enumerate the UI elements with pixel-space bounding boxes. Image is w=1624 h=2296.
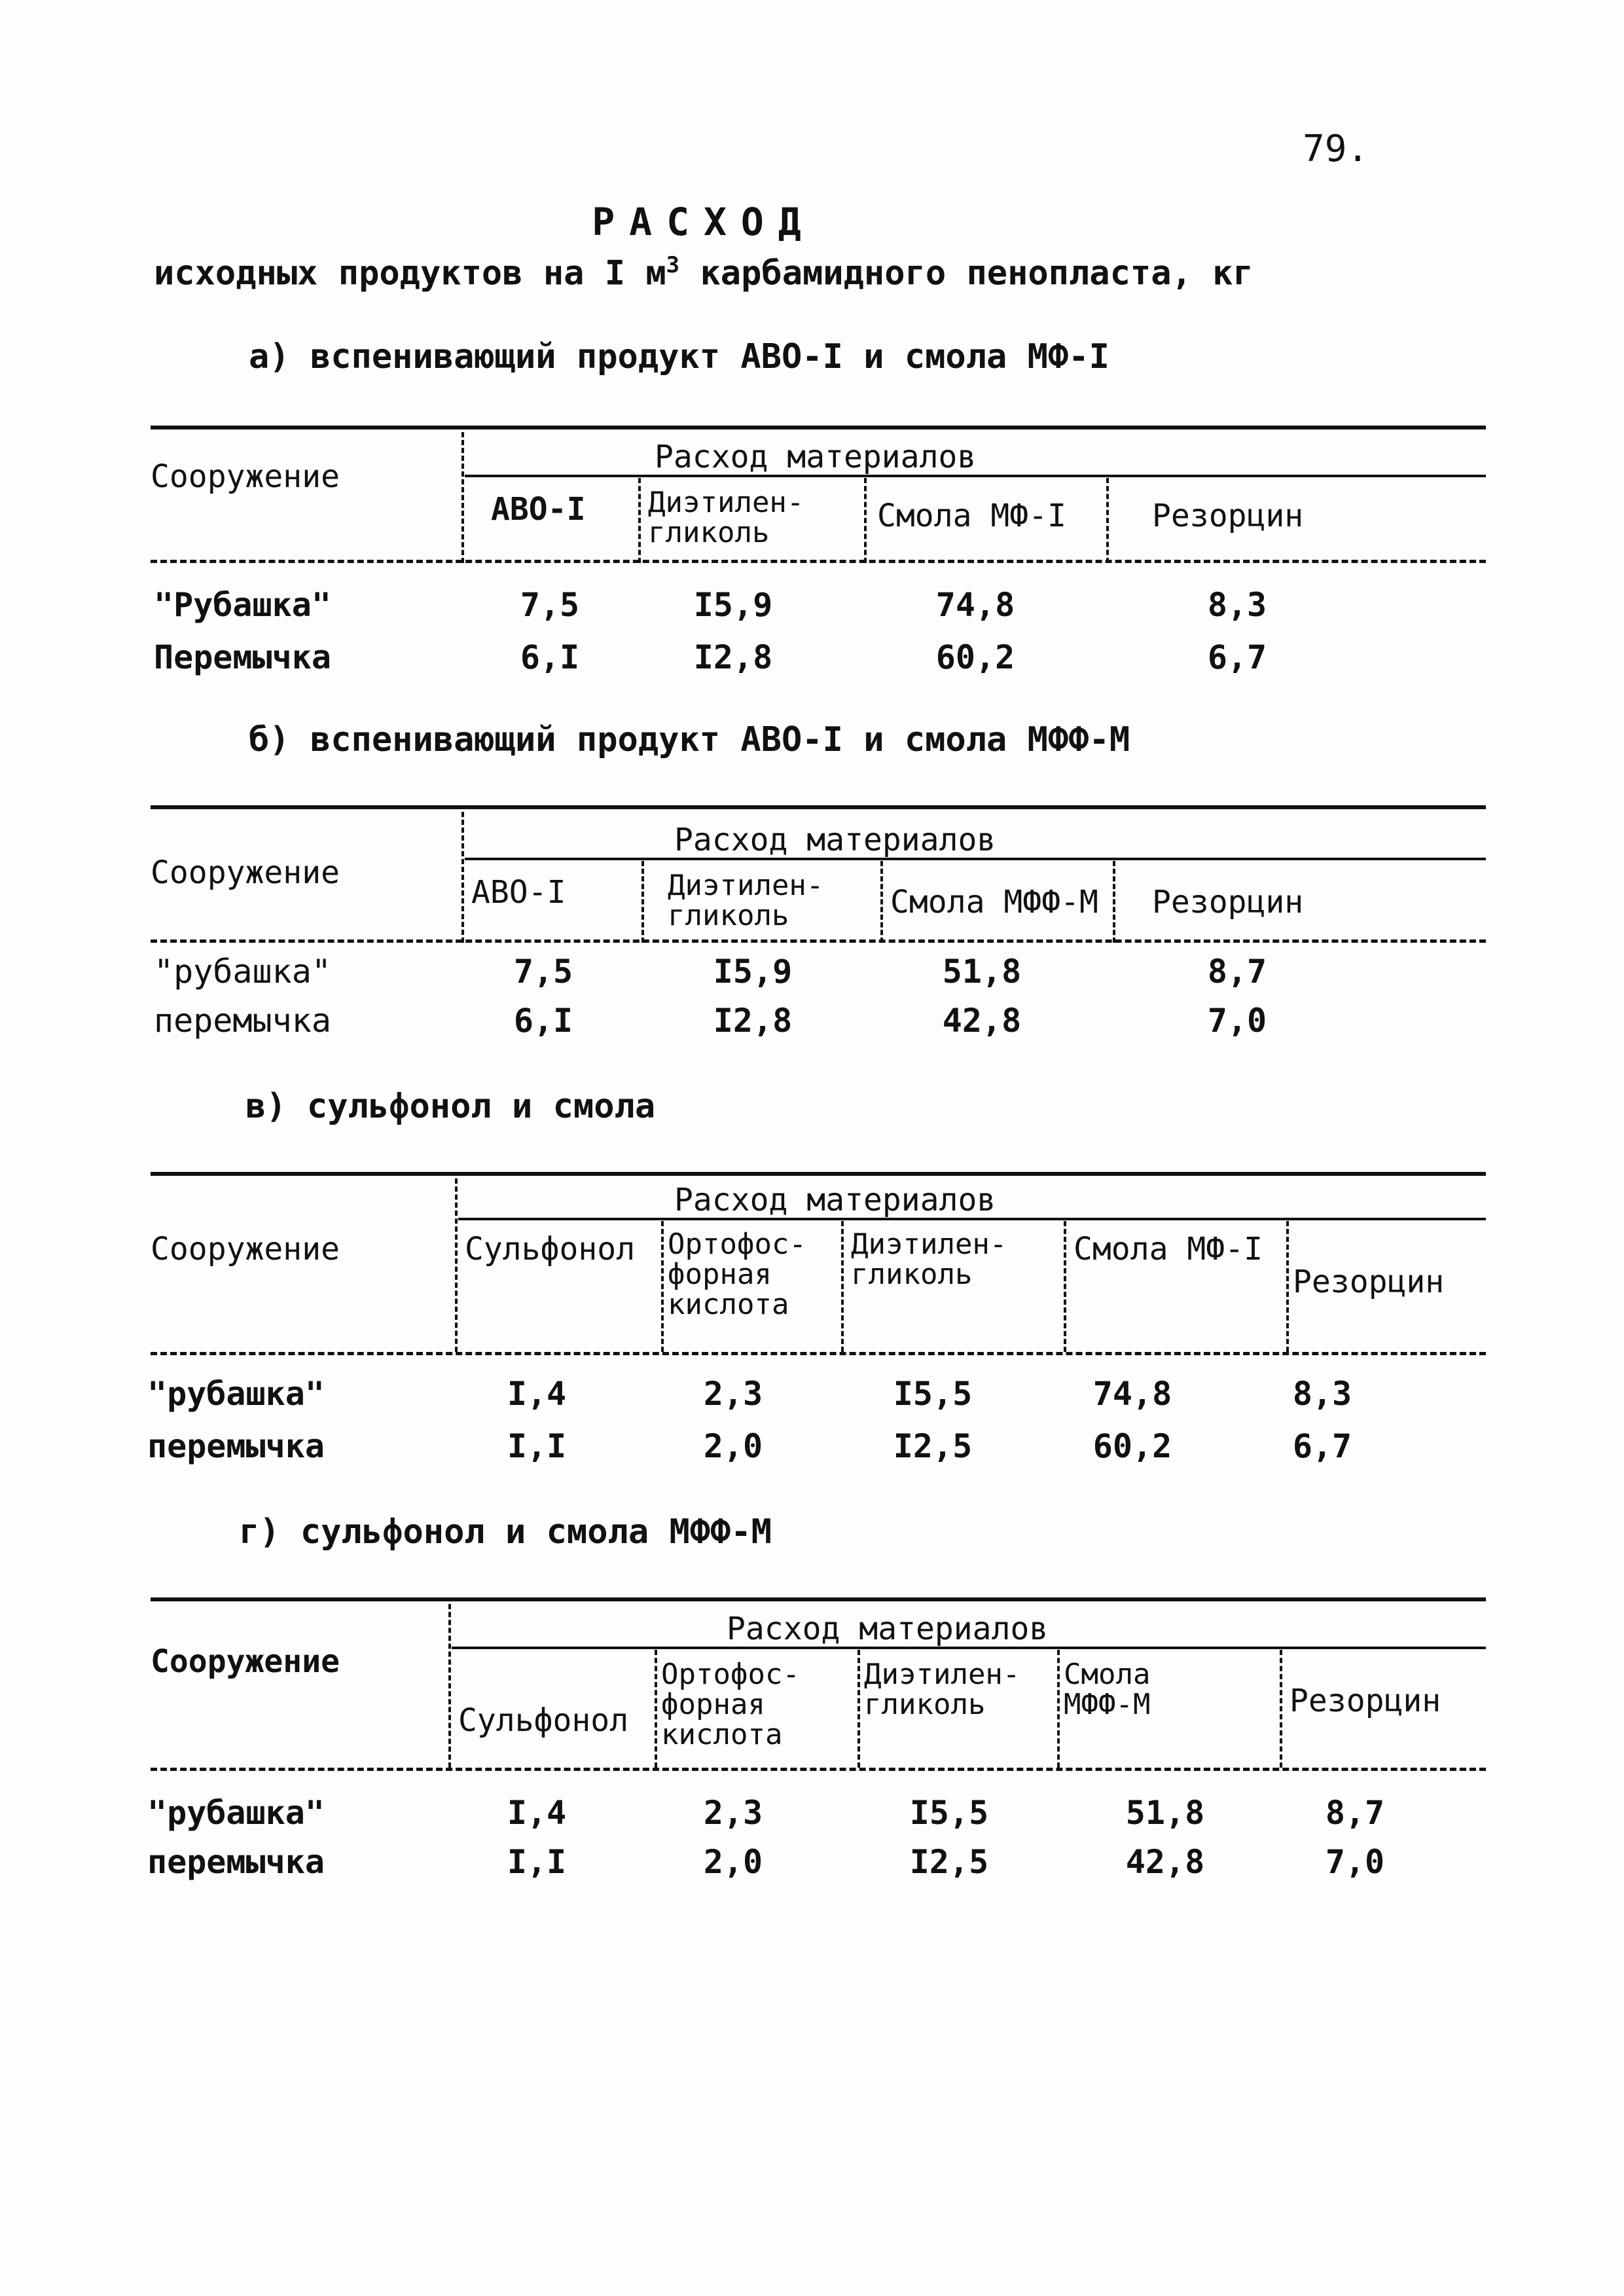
table-cell: I5,9 [693, 586, 773, 624]
row-label: "Рубашка" [154, 586, 331, 624]
table-cell: 2,3 [703, 1794, 763, 1832]
section-heading-c: в) сульфонол и смола [245, 1087, 656, 1126]
col-header: Резорцин [1152, 884, 1304, 920]
group-header: Расход материалов [727, 1611, 1049, 1647]
col-header: Диэтилен- гликоль [864, 1658, 1020, 1721]
row-label: "рубашка" [147, 1794, 325, 1832]
row-label: Перемычка [154, 638, 331, 676]
col-header-structure: Сооружение [151, 1643, 340, 1680]
row-label: "рубашка" [154, 953, 331, 991]
page-title: РАСХОД [592, 200, 816, 244]
col-header: Сульфонол [458, 1702, 629, 1739]
table-cell: 6,7 [1207, 638, 1267, 676]
page-subtitle: исходных продуктов на I $м^3$ карбамидного пенопласта, кг [154, 252, 1254, 293]
table-cell: 74,8 [1092, 1375, 1172, 1413]
table-cell: I,4 [507, 1375, 567, 1413]
table-cell: 74,8 [935, 586, 1015, 624]
row-label: перемычка [147, 1843, 325, 1881]
col-header: Сульфонол [465, 1231, 636, 1267]
col-header: Смола МФ-I [877, 498, 1066, 534]
col-header-structure: Сооружение [151, 1231, 340, 1267]
col-header: Диэтилен- гликоль [668, 869, 824, 932]
table-d [151, 1597, 1486, 1774]
table-cell: 60,2 [935, 638, 1015, 676]
group-header: Расход материалов [674, 822, 996, 858]
col-header: Диэтилен- гликоль [648, 486, 804, 549]
col-header: Резорцин [1290, 1683, 1441, 1719]
table-cell: 42,8 [1125, 1843, 1205, 1881]
table-cell: I,4 [507, 1794, 567, 1832]
col-header: АВО-I [491, 491, 586, 528]
table-cell: I,I [507, 1843, 567, 1881]
col-header: Смола МФФ-М [1064, 1658, 1151, 1721]
table-cell: 6,I [513, 1002, 573, 1040]
table-cell: 7,5 [513, 953, 573, 991]
table-cell: I2,8 [693, 638, 773, 676]
table-cell: 7,0 [1325, 1843, 1385, 1881]
col-header: Резорцин [1293, 1264, 1445, 1300]
table-cell: 51,8 [942, 953, 1022, 991]
row-label: перемычка [147, 1427, 325, 1465]
section-heading-a: а) вспенивающий продукт АВО-I и смола МФ-I [249, 337, 1110, 376]
table-cell: 51,8 [1125, 1794, 1205, 1832]
group-header: Расход материалов [655, 439, 977, 475]
table-cell: I5,5 [893, 1375, 973, 1413]
table-cell: I2,8 [713, 1002, 793, 1040]
table-cell: I2,5 [909, 1843, 989, 1881]
table-b [151, 805, 1486, 956]
table-cell: 2,3 [703, 1375, 763, 1413]
col-header: Смола МФФ-М [890, 884, 1098, 920]
section-heading-d: г) сульфонол и смола МФФ-М [239, 1512, 772, 1552]
table-cell: 7,5 [520, 586, 580, 624]
col-header: Резорцин [1152, 498, 1304, 534]
table-cell: 6,7 [1292, 1427, 1352, 1465]
page-number: 79. [1303, 128, 1369, 170]
table-cell: 8,7 [1325, 1794, 1385, 1832]
group-header: Расход материалов [674, 1182, 996, 1218]
row-label: "рубашка" [147, 1375, 325, 1413]
table-a [151, 426, 1486, 576]
col-header: Диэтилен- гликоль [851, 1228, 1007, 1291]
col-header: АВО-I [471, 874, 566, 911]
col-header-structure: Сооружение [151, 458, 340, 495]
table-cell: 2,0 [703, 1427, 763, 1465]
table-cell: 2,0 [703, 1843, 763, 1881]
table-cell: 8,3 [1292, 1375, 1352, 1413]
table-cell: 8,3 [1207, 586, 1267, 624]
table-cell: I2,5 [893, 1427, 973, 1465]
table-cell: 42,8 [942, 1002, 1022, 1040]
section-heading-b: б) вспенивающий продукт АВО-I и смола МФФ-М [249, 720, 1130, 759]
col-header: Ортофос- форная кислота [668, 1228, 806, 1321]
col-header: Смола МФ-I [1074, 1231, 1263, 1267]
table-cell: 7,0 [1207, 1002, 1267, 1040]
table-cell: I,I [507, 1427, 567, 1465]
col-header: Ортофос- форная кислота [661, 1658, 800, 1751]
table-c [151, 1172, 1486, 1362]
table-cell: 60,2 [1092, 1427, 1172, 1465]
table-cell: 8,7 [1207, 953, 1267, 991]
table-cell: I5,5 [909, 1794, 989, 1832]
table-cell: I5,9 [713, 953, 793, 991]
col-header-structure: Сооружение [151, 854, 340, 891]
row-label: перемычка [154, 1002, 331, 1040]
table-cell: 6,I [520, 638, 580, 676]
